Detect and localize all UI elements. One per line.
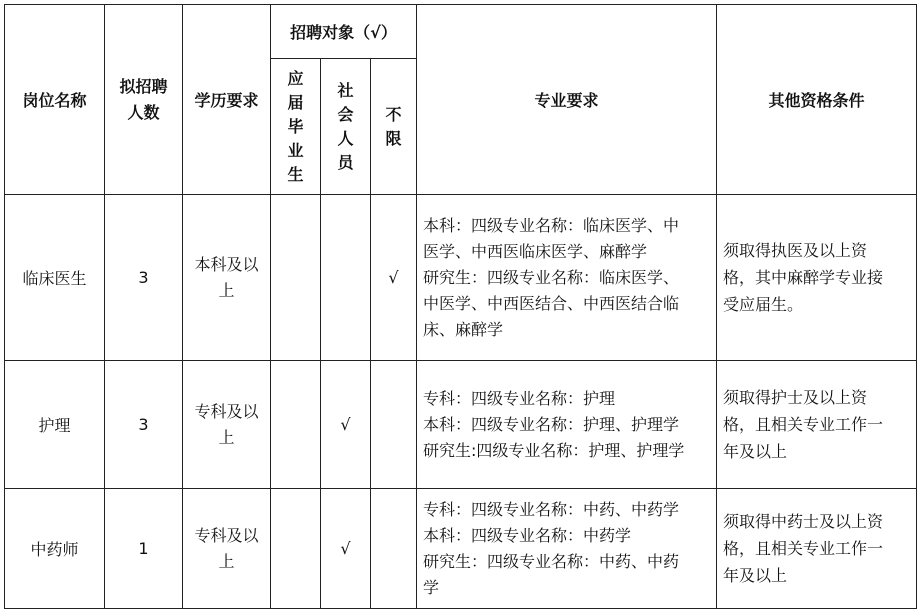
cell-other bbox=[717, 195, 917, 361]
cell-fresh bbox=[271, 195, 321, 361]
header-education: 学历要求 bbox=[183, 5, 271, 195]
major-line: 本科：四级专业名称：护理、护理学 bbox=[423, 414, 680, 434]
header-target: 招聘对象（√） bbox=[271, 5, 417, 59]
major-line: 专科：四级专业名称：护理 bbox=[423, 388, 616, 408]
header-other: 其他资格条件 bbox=[717, 5, 917, 195]
major-line: 专科：四级专业名称：中药、中药学 bbox=[423, 499, 680, 519]
major-line: 本科：四级专业名称：中药学 bbox=[423, 525, 632, 545]
cell-count: 3 bbox=[105, 195, 183, 361]
cell-position: 临床医生 bbox=[5, 195, 105, 361]
other-line: 须取得执医及以上资 bbox=[723, 241, 868, 260]
other-line: 格，且相关专业工作一 bbox=[723, 415, 884, 434]
cell-education bbox=[183, 489, 271, 609]
cell-major bbox=[417, 489, 717, 609]
cell-fresh bbox=[271, 361, 321, 489]
major-line: 研究生:四级专业名称：护理、护理学 bbox=[423, 440, 685, 460]
header-social bbox=[321, 59, 371, 195]
other-line: 格，其中麻醉学专业接 bbox=[723, 268, 884, 287]
other-line: 受应届生。 bbox=[723, 295, 804, 314]
major-line: 本科：四级专业名称：临床医学、中 bbox=[423, 215, 680, 235]
cell-count: 1 bbox=[105, 489, 183, 609]
cell-social: √ bbox=[321, 361, 371, 489]
header-any-text: 不限 bbox=[385, 104, 402, 148]
cell-fresh bbox=[271, 489, 321, 609]
cell-other bbox=[717, 489, 917, 609]
cell-any: √ bbox=[371, 195, 417, 361]
major-line: 医学、中西医临床医学、麻醉学 bbox=[423, 241, 648, 261]
other-line: 格，且相关专业工作一 bbox=[723, 539, 884, 558]
cell-social: √ bbox=[321, 489, 371, 609]
header-major: 专业要求 bbox=[417, 5, 717, 195]
cell-education-text: 本科及以上 bbox=[194, 254, 259, 300]
header-row-1 bbox=[5, 5, 917, 59]
table-row bbox=[5, 361, 917, 489]
cell-social bbox=[321, 195, 371, 361]
cell-education-text: 专科及以上 bbox=[194, 525, 259, 571]
cell-count: 3 bbox=[105, 361, 183, 489]
cell-education-text: 专科及以上 bbox=[194, 401, 259, 447]
cell-any bbox=[371, 361, 417, 489]
cell-education bbox=[183, 361, 271, 489]
cell-position: 护理 bbox=[5, 361, 105, 489]
table-row bbox=[5, 195, 917, 361]
major-line: 学 bbox=[423, 577, 440, 597]
cell-education bbox=[183, 195, 271, 361]
header-fresh bbox=[271, 59, 321, 195]
other-line: 年及以上 bbox=[723, 442, 788, 461]
table-row bbox=[5, 489, 917, 609]
cell-any bbox=[371, 489, 417, 609]
cell-major bbox=[417, 195, 717, 361]
other-line: 年及以上 bbox=[723, 566, 788, 585]
major-line: 研究生：四级专业名称：中药、中药 bbox=[423, 551, 680, 571]
header-count bbox=[105, 5, 183, 195]
major-line: 中医学、中西医结合、中西医结合临 bbox=[423, 293, 680, 313]
recruitment-table bbox=[4, 4, 917, 609]
other-line: 须取得护士及以上资 bbox=[723, 388, 868, 407]
header-any bbox=[371, 59, 417, 195]
major-line: 床、麻醉学 bbox=[423, 319, 504, 339]
header-position: 岗位名称 bbox=[5, 5, 105, 195]
header-social-text: 社会人员 bbox=[337, 80, 354, 172]
header-fresh-text: 应届毕业生 bbox=[287, 68, 304, 184]
cell-position: 中药师 bbox=[5, 489, 105, 609]
other-line: 须取得中药士及以上资 bbox=[723, 512, 884, 531]
cell-major bbox=[417, 361, 717, 489]
cell-other bbox=[717, 361, 917, 489]
header-count-text: 拟招聘人数 bbox=[119, 76, 168, 122]
major-line: 研究生：四级专业名称：临床医学、 bbox=[423, 267, 680, 287]
